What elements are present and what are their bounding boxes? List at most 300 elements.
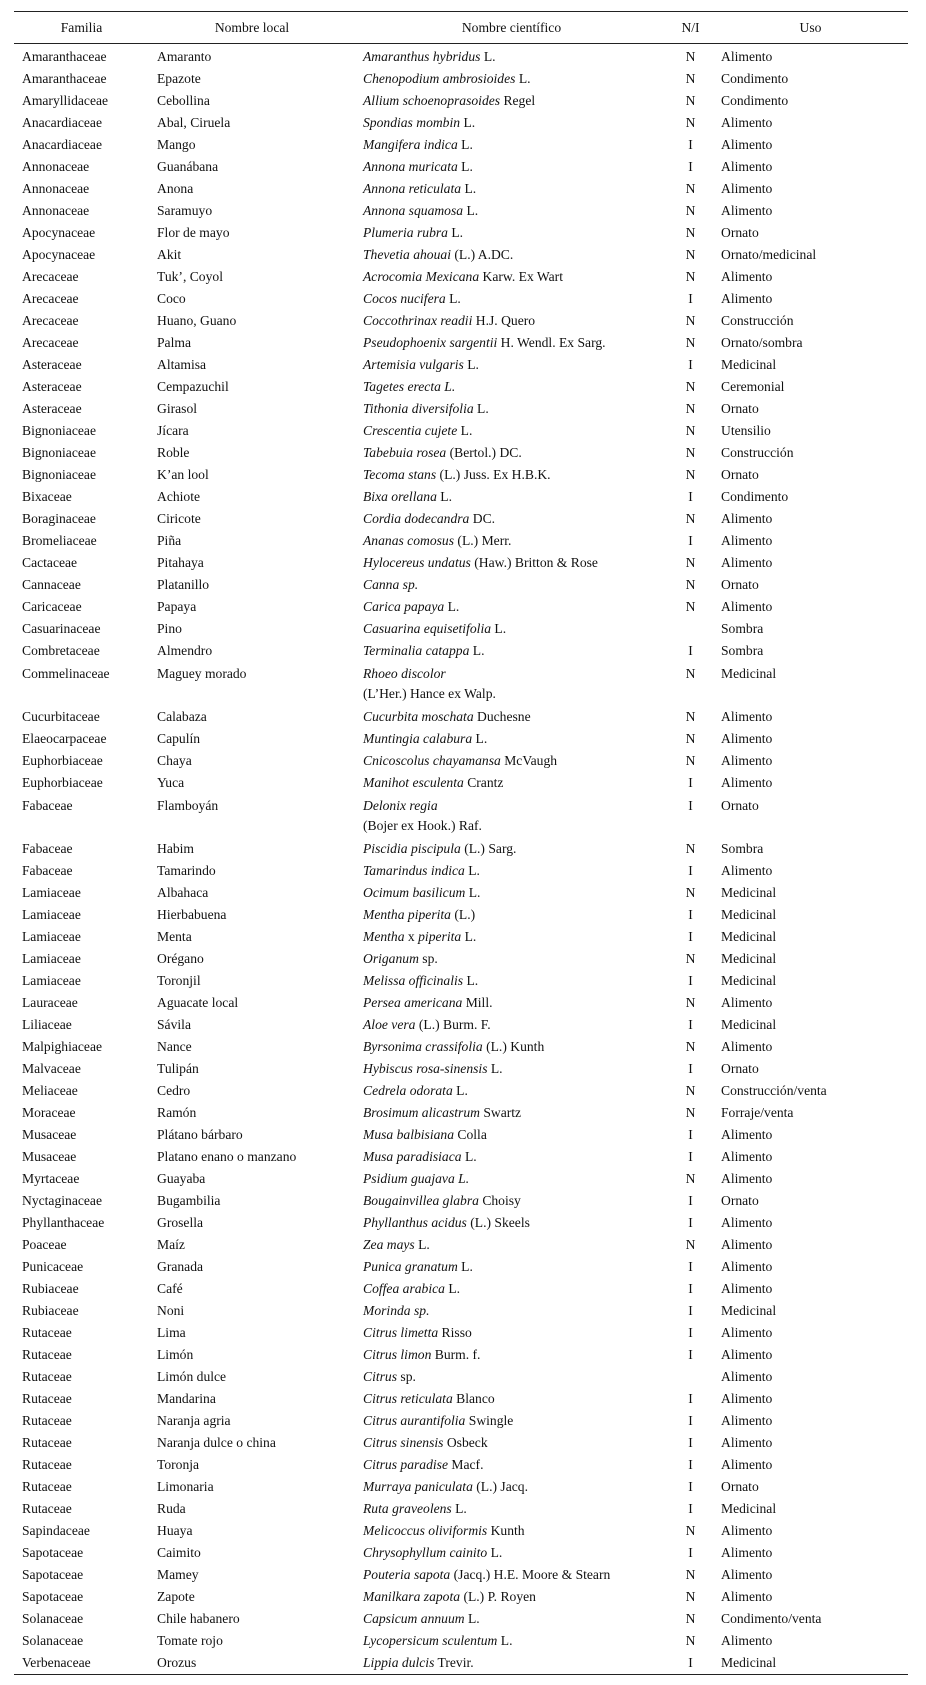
table-row	[14, 618, 908, 640]
cell-nombre-cientifico	[355, 1520, 668, 1542]
sci-author: L.	[461, 929, 477, 944]
table-row	[14, 860, 908, 882]
table-row	[14, 552, 908, 574]
cell-nombre-cientifico	[355, 838, 668, 860]
cell-nombre-cientifico	[355, 44, 668, 69]
sci-author: L.	[461, 181, 477, 196]
sci-author: (Haw.) Britton & Rose	[470, 555, 598, 570]
table-row	[14, 112, 908, 134]
table-row	[14, 376, 908, 398]
cell-ni: N	[685, 1039, 696, 1054]
cell-uso: Sombra	[721, 621, 764, 636]
sci-binomial: Acrocomia Mexicana	[363, 269, 480, 284]
cell-nombre-cientifico	[355, 156, 668, 178]
sci-binomial: Phyllanthus acidus	[363, 1215, 467, 1230]
sci-binomial: Tabebuia rosea	[363, 445, 447, 460]
sci-author: L.	[465, 885, 481, 900]
cell-familia: Caricaceae	[22, 599, 82, 614]
cell-nombre-cientifico	[355, 1586, 668, 1608]
sci-binomial: Cocos nucifera	[363, 291, 446, 306]
cell-uso: Alimento	[721, 533, 773, 548]
sci-author: (Jacq.) H.E. Moore & Stearn	[450, 1567, 611, 1582]
cell-familia: Rutaceae	[22, 1391, 72, 1406]
cell-familia: Liliaceae	[22, 1017, 72, 1032]
cell-familia: Arecaceae	[22, 291, 79, 306]
cell-uso: Alimento	[721, 1545, 773, 1560]
cell-nombre-local: Noni	[157, 1303, 185, 1318]
cell-nombre-local: Chile habanero	[157, 1611, 240, 1626]
cell-uso: Alimento	[721, 1347, 773, 1362]
sci-binomial: Tithonia diversifolia	[363, 401, 474, 416]
col-header-ni: N/I	[668, 12, 713, 44]
sci-binomial: Manilkara zapota	[363, 1589, 461, 1604]
sci-binomial: Pouteria sapota	[363, 1567, 451, 1582]
cell-nombre-cientifico	[355, 1344, 668, 1366]
sci-binomial: Terminalia catappa	[363, 643, 470, 658]
cell-nombre-cientifico	[355, 904, 668, 926]
cell-ni: I	[688, 1259, 693, 1274]
cell-nombre-cientifico	[355, 310, 668, 332]
cell-uso: Medicinal	[721, 973, 777, 988]
col-header-uso: Uso	[713, 12, 908, 44]
sci-author: (L.)	[450, 907, 476, 922]
cell-ni	[668, 618, 713, 640]
sci-binomial: Cucurbita moschata	[363, 709, 474, 724]
sci-binomial: Ruta graveolens	[363, 1501, 452, 1516]
cell-uso: Alimento	[721, 1457, 773, 1472]
sci-binomial: Citrus aurantifolia	[363, 1413, 466, 1428]
sci-binomial: Mangifera indica	[363, 137, 458, 152]
cell-familia: Rutaceae	[22, 1347, 72, 1362]
cell-ni: N	[685, 1105, 696, 1120]
sci-author: L.	[414, 1237, 430, 1252]
cell-uso: Medicinal	[721, 1017, 777, 1032]
cell-familia: Asteraceae	[22, 357, 82, 372]
sci-binomial: Annona muricata	[363, 159, 458, 174]
cell-nombre-local: Chaya	[157, 753, 192, 768]
table-body	[14, 44, 908, 1675]
cell-nombre-local: Toronjil	[157, 973, 201, 988]
sci-binomial: Hybiscus rosa-sinensis	[363, 1061, 488, 1076]
cell-nombre-local: Saramuyo	[157, 203, 213, 218]
cell-uso: Utensilio	[721, 423, 771, 438]
cell-ni: I	[688, 159, 693, 174]
cell-nombre-cientifico	[355, 1388, 668, 1410]
cell-nombre-local: Cebollina	[157, 93, 210, 108]
cell-familia: Solanaceae	[22, 1633, 84, 1648]
sci-binomial: Capsicum annuum	[363, 1611, 465, 1626]
cell-nombre-local: Abal, Ciruela	[157, 115, 231, 130]
cell-nombre-local: Almendro	[157, 643, 213, 658]
cell-nombre-local: Plátano bárbaro	[157, 1127, 243, 1142]
cell-ni: I	[688, 1281, 693, 1296]
cell-ni: I	[688, 357, 693, 372]
sci-author: Regel	[500, 93, 536, 108]
cell-ni: N	[685, 666, 696, 681]
sci-author: sp.	[397, 1369, 416, 1384]
cell-ni: N	[685, 181, 696, 196]
sci-binomial: Bixa orellana	[363, 489, 437, 504]
cell-nombre-local: Orozus	[149, 1652, 355, 1675]
sci-author: L.	[472, 731, 488, 746]
sci-author: L.	[461, 1149, 477, 1164]
cell-nombre-local: Grosella	[157, 1215, 204, 1230]
cell-familia: Rutaceae	[22, 1435, 72, 1450]
cell-nombre-local: Maíz	[157, 1237, 185, 1252]
cell-uso: Alimento	[721, 775, 773, 790]
table-row	[14, 1344, 908, 1366]
cell-nombre-cientifico	[355, 442, 668, 464]
cell-nombre-cientifico	[355, 882, 668, 904]
cell-nombre-local: Ruda	[157, 1501, 186, 1516]
cell-nombre-local: Limón dulce	[157, 1369, 227, 1384]
col-header-nombre-cientifico: Nombre científico	[355, 12, 668, 44]
sci-author: Mill.	[462, 995, 493, 1010]
cell-nombre-local: Menta	[157, 929, 192, 944]
cell-uso: Alimento	[721, 49, 773, 64]
cell-nombre-cientifico	[355, 1168, 668, 1190]
cell-ni: I	[688, 1127, 693, 1142]
cell-nombre-cientifico	[355, 1366, 668, 1388]
cell-uso: Medicinal	[721, 357, 777, 372]
cell-ni: N	[685, 401, 696, 416]
cell-uso: Ornato	[721, 798, 759, 813]
cell-uso: Ornato	[721, 1479, 759, 1494]
cell-familia: Arecaceae	[22, 269, 79, 284]
cell-nombre-local: Piña	[157, 533, 182, 548]
table-row	[14, 332, 908, 354]
sci-binomial: Chrysophyllum cainito	[363, 1545, 488, 1560]
cell-uso: Alimento	[721, 1633, 773, 1648]
table-row	[14, 1146, 908, 1168]
cell-ni: N	[685, 951, 696, 966]
table-row	[14, 1454, 908, 1476]
cell-ni: I	[688, 798, 693, 813]
cell-familia: Fabaceae	[22, 841, 73, 856]
table-row	[14, 354, 908, 376]
cell-nombre-cientifico	[355, 486, 668, 508]
sci-author: L.	[464, 863, 480, 878]
sci-binomial: Plumeria rubra	[363, 225, 448, 240]
cell-uso: Alimento	[721, 1391, 773, 1406]
cell-uso: Alimento	[721, 731, 773, 746]
sci-binomial: Lippia dulcis	[363, 1655, 435, 1670]
table-row	[14, 926, 908, 948]
cell-familia: Combretaceae	[22, 643, 100, 658]
sci-binomial: Delonix regia	[363, 798, 438, 813]
sci-author: L.	[457, 423, 473, 438]
sci-author: Swartz	[479, 1105, 522, 1120]
cell-nombre-local: Huaya	[157, 1523, 193, 1538]
cell-nombre-cientifico	[355, 244, 668, 266]
cell-familia: Musaceae	[22, 1149, 77, 1164]
cell-uso: Forraje/venta	[721, 1105, 794, 1120]
sci-author: Osbeck	[443, 1435, 488, 1450]
cell-ni: N	[685, 1633, 696, 1648]
table-row	[14, 750, 908, 772]
cell-ni: I	[688, 775, 693, 790]
cell-ni: I	[688, 1303, 693, 1318]
cell-ni: N	[685, 577, 696, 592]
sci-binomial: Annona squamosa	[363, 203, 464, 218]
sci-author: Blanco	[452, 1391, 495, 1406]
cell-ni: I	[688, 1413, 693, 1428]
sci-epithet: piperita	[418, 929, 462, 944]
cell-nombre-local: Zapote	[157, 1589, 195, 1604]
cell-familia: Asteraceae	[22, 401, 82, 416]
sci-binomial: Citrus	[363, 1369, 397, 1384]
cell-nombre-local: Orégano	[157, 951, 204, 966]
species-table	[14, 11, 908, 1675]
sci-author: sp.	[418, 951, 438, 966]
table-row	[14, 1608, 908, 1630]
cell-familia: Fabaceae	[22, 863, 73, 878]
cell-uso: Alimento	[721, 511, 773, 526]
sci-binomial: Morinda sp.	[363, 1303, 430, 1318]
sci-binomial: Citrus reticulata	[363, 1391, 453, 1406]
cell-familia: Elaeocarpaceae	[22, 731, 107, 746]
sci-binomial: Manihot esculenta	[363, 775, 464, 790]
table-row	[14, 1652, 908, 1675]
sci-binomial: Ananas comosus	[363, 533, 455, 548]
table-row	[14, 1212, 908, 1234]
cell-familia: Myrtaceae	[22, 1171, 80, 1186]
sci-binomial: Thevetia ahouai	[363, 247, 451, 262]
sci-author: (L.) A.DC.	[450, 247, 514, 262]
cell-nombre-cientifico	[355, 574, 668, 596]
cell-nombre-local: K’an lool	[157, 467, 209, 482]
cell-ni: I	[688, 1501, 693, 1516]
table-row	[14, 1300, 908, 1322]
cell-nombre-cientifico	[355, 1212, 668, 1234]
sci-author: L.	[445, 291, 461, 306]
cell-familia: Lamiaceae	[22, 973, 81, 988]
cell-nombre-local: Tulipán	[157, 1061, 199, 1076]
cell-familia: Sapindaceae	[22, 1523, 90, 1538]
cell-ni	[668, 1366, 713, 1388]
cell-uso: Alimento	[721, 1171, 773, 1186]
cell-nombre-cientifico	[355, 1124, 668, 1146]
sci-binomial: Tagetes erecta L.	[363, 379, 456, 394]
cell-nombre-cientifico	[355, 618, 668, 640]
table-row	[14, 706, 908, 728]
table-row	[14, 728, 908, 750]
cell-nombre-cientifico	[355, 926, 668, 948]
sci-binomial: Rhoeo discolor	[363, 666, 446, 681]
sci-author: L.	[452, 1083, 468, 1098]
sci-hybrid-mark: x	[404, 929, 419, 944]
table-row	[14, 266, 908, 288]
table-row	[14, 794, 908, 838]
sci-binomial: Musa balbisiana	[363, 1127, 455, 1142]
table-row	[14, 68, 908, 90]
cell-uso: Ornato/sombra	[721, 335, 803, 350]
sci-author: L.	[444, 1281, 461, 1296]
cell-nombre-local: Capulín	[157, 731, 201, 746]
cell-familia: Sapotaceae	[22, 1545, 84, 1560]
cell-ni: N	[685, 203, 696, 218]
cell-ni: I	[688, 1149, 693, 1164]
cell-ni: N	[685, 49, 696, 64]
cell-nombre-local: Guayaba	[157, 1171, 206, 1186]
cell-nombre-local: Habim	[157, 841, 194, 856]
cell-uso: Alimento	[721, 137, 773, 152]
cell-uso: Alimento	[721, 1237, 773, 1252]
cell-familia: Bignoniaceae	[22, 445, 96, 460]
cell-nombre-cientifico	[355, 1410, 668, 1432]
cell-nombre-cientifico	[355, 1014, 668, 1036]
cell-ni: I	[688, 137, 693, 152]
cell-ni: I	[688, 643, 693, 658]
cell-nombre-local: Girasol	[157, 401, 198, 416]
cell-uso: Alimento	[721, 269, 773, 284]
cell-ni: N	[685, 71, 696, 86]
cell-familia: Casuarinaceae	[22, 621, 101, 636]
cell-uso: Condimento	[721, 93, 789, 108]
table-row	[14, 1124, 908, 1146]
sci-binomial: Cordia dodecandra	[363, 511, 470, 526]
table-row	[14, 1322, 908, 1344]
cell-nombre-local: Mandarina	[157, 1391, 216, 1406]
cell-familia: Bignoniaceae	[22, 423, 96, 438]
cell-ni: I	[688, 533, 693, 548]
cell-nombre-local: Jícara	[157, 423, 189, 438]
cell-nombre-local: Flamboyán	[157, 798, 219, 813]
sci-author: Karw. Ex Wart	[479, 269, 563, 284]
sci-author: L.	[436, 489, 452, 504]
sci-binomial: Allium schoenoprasoides	[363, 93, 501, 108]
cell-uso: Medicinal	[721, 1303, 777, 1318]
cell-nombre-local: Yuca	[157, 775, 185, 790]
cell-ni: N	[685, 225, 696, 240]
cell-uso: Medicinal	[721, 666, 777, 681]
sci-genus: Mentha	[363, 929, 405, 944]
cell-nombre-local: Limonaria	[157, 1479, 214, 1494]
cell-ni: N	[685, 1171, 696, 1186]
sci-binomial: Artemisia vulgaris	[363, 357, 464, 372]
cell-uso: Ornato	[721, 1193, 759, 1208]
cell-familia: Apocynaceae	[22, 247, 96, 262]
cell-familia: Rutaceae	[22, 1325, 72, 1340]
cell-nombre-cientifico	[355, 1630, 668, 1652]
cell-nombre-local: Platano enano o manzano	[157, 1149, 297, 1164]
table-row	[14, 1586, 908, 1608]
cell-familia: Solanaceae	[22, 1611, 84, 1626]
header-row	[14, 12, 908, 44]
cell-familia: Verbenaceae	[14, 1652, 149, 1675]
table-row	[14, 838, 908, 860]
sci-binomial: Brosimum alicastrum	[363, 1105, 480, 1120]
cell-nombre-cientifico	[355, 1454, 668, 1476]
sci-binomial: Coccothrinax readii	[363, 313, 473, 328]
cell-nombre-cientifico	[355, 354, 668, 376]
cell-nombre-cientifico	[355, 332, 668, 354]
sci-binomial: Lycopersicum sculentum	[363, 1633, 498, 1648]
cell-nombre-cientifico	[355, 552, 668, 574]
cell-familia: Lamiaceae	[22, 907, 81, 922]
cell-nombre-local: Albahaca	[157, 885, 209, 900]
sci-author: L.	[463, 973, 479, 988]
cell-nombre-cientifico	[355, 1234, 668, 1256]
cell-nombre-local: Palma	[157, 335, 191, 350]
table-header	[14, 12, 908, 44]
sci-author: L.	[447, 225, 464, 240]
cell-uso: Alimento	[721, 1523, 773, 1538]
table-row	[14, 486, 908, 508]
sci-binomial: Piscidia piscipula	[363, 841, 461, 856]
sci-author-line2: (Bojer ex Hook.) Raf.	[363, 818, 482, 833]
cell-nombre-local: Granada	[157, 1259, 204, 1274]
cell-ni: N	[685, 753, 696, 768]
table-row	[14, 662, 908, 706]
cell-familia: Phyllanthaceae	[22, 1215, 105, 1230]
cell-familia: Musaceae	[22, 1127, 77, 1142]
table-row	[14, 1498, 908, 1520]
cell-nombre-cientifico	[355, 794, 668, 838]
sci-author: DC.	[469, 511, 496, 526]
cell-familia: Sapotaceae	[22, 1589, 84, 1604]
table-row	[14, 530, 908, 552]
cell-familia: Commelinaceae	[22, 666, 110, 681]
cell-ni: I	[688, 1325, 693, 1340]
cell-uso: Construcción	[721, 313, 794, 328]
table-row	[14, 882, 908, 904]
cell-nombre-cientifico	[355, 1564, 668, 1586]
cell-uso: Alimento	[721, 1325, 773, 1340]
table-row	[14, 1476, 908, 1498]
cell-familia: Rutaceae	[22, 1479, 72, 1494]
cell-ni: N	[685, 115, 696, 130]
table-row	[14, 992, 908, 1014]
table-row	[14, 44, 908, 69]
sci-author: L.	[463, 357, 479, 372]
cell-uso: Alimento	[721, 1567, 773, 1582]
sci-author: (L.) Sarg.	[460, 841, 517, 856]
table-row	[14, 1630, 908, 1652]
cell-nombre-local: Ciricote	[157, 511, 201, 526]
cell-familia: Fabaceae	[22, 798, 73, 813]
cell-nombre-local: Limón	[157, 1347, 194, 1362]
cell-nombre-cientifico	[355, 596, 668, 618]
cell-ni: N	[685, 247, 696, 262]
cell-familia: Amaryllidaceae	[22, 93, 109, 108]
cell-ni: I	[688, 1347, 693, 1362]
cell-nombre-local: Papaya	[157, 599, 197, 614]
sci-author: L.	[463, 203, 479, 218]
cell-familia: Lamiaceae	[22, 885, 81, 900]
table-row	[14, 1278, 908, 1300]
cell-familia: Annonaceae	[22, 181, 90, 196]
cell-familia: Rubiaceae	[22, 1281, 79, 1296]
cell-nombre-local: Mango	[157, 137, 196, 152]
sci-author: Crantz	[463, 775, 504, 790]
col-header-nombre-local: Nombre local	[149, 12, 355, 44]
cell-familia: Amaranthaceae	[22, 49, 107, 64]
cell-nombre-local: Caimito	[157, 1545, 201, 1560]
cell-uso: Alimento	[721, 555, 773, 570]
cell-nombre-cientifico	[355, 68, 668, 90]
cell-ni: I	[688, 1215, 693, 1230]
cell-uso: Alimento	[721, 1039, 773, 1054]
cell-familia: Cucurbitaceae	[22, 709, 100, 724]
sci-author: L.	[451, 1501, 467, 1516]
sci-author: McVaugh	[500, 753, 558, 768]
cell-nombre-cientifico	[355, 178, 668, 200]
cell-uso: Alimento	[721, 1259, 773, 1274]
cell-nombre-cientifico	[355, 1058, 668, 1080]
table-row	[14, 1168, 908, 1190]
cell-nombre-cientifico	[355, 860, 668, 882]
